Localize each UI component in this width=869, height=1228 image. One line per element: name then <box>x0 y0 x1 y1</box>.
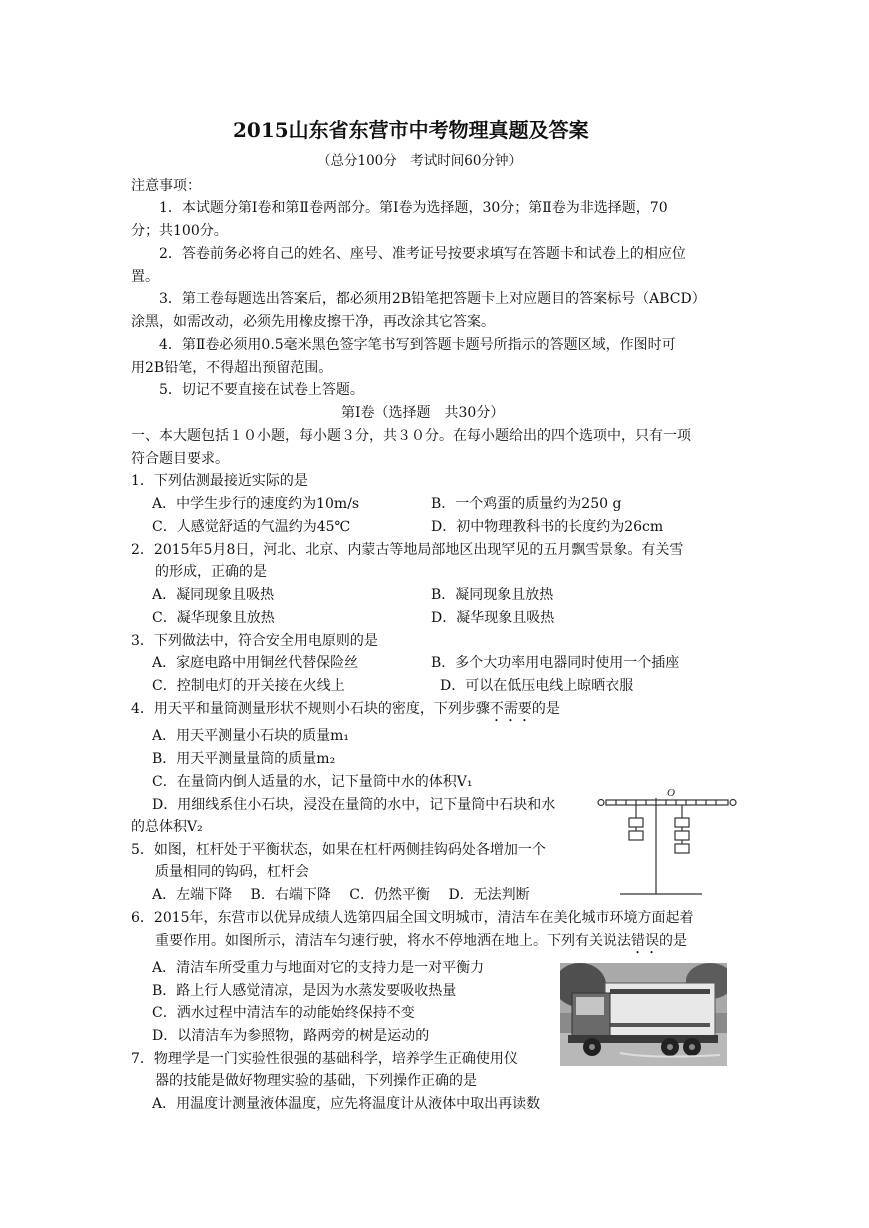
notice-item-3-cont: 涂黑，如需改动，必须先用橡皮擦干净，再改涂其它答案。 <box>131 314 495 330</box>
q4-option-d-cont: 的总体积V₂ <box>131 819 203 835</box>
q4-option-d: D．用细线系住小石块，浸没在量筒的水中，记下量筒中石块和水 <box>152 797 556 813</box>
q7-stem: 7．物理学是一门实验性很强的基础科学，培养学生正确使用仪 <box>131 1051 518 1067</box>
q3-option-b: B．多个大功率用电器同时使用一个插座 <box>431 655 680 671</box>
q6-option-c: C．洒水过程中清洁车的动能始终保持不变 <box>152 1005 415 1021</box>
q6-stem-pre: 重要作用。如图所示，清洁车匀速行驶，将水不停地洒在地上。下列有关说法 <box>155 933 631 949</box>
q2-stem-cont: 的形成，正确的是 <box>155 564 267 580</box>
q3-option-d: D．可以在低压电线上晾晒衣服 <box>440 678 634 694</box>
q6-stem-emphasis: 错误 <box>631 933 659 949</box>
notice-heading: 注意事项： <box>131 178 201 194</box>
q3-option-c: C．控制电灯的开关接在火线上 <box>152 678 345 694</box>
q4-option-a: A．用天平测量小石块的质量m₁ <box>152 728 349 744</box>
q4-stem-pre: 4．用天平和量筒测量形状不规则小石块的密度，下列步骤 <box>131 701 490 717</box>
section-intro: 一、本大题包括１０小题，每小题３分，共３０分。在每小题给出的四个选项中，只有一项 <box>131 428 691 444</box>
q3-option-a: A．家庭电路中用铜丝代替保险丝 <box>152 655 359 671</box>
q2-option-a: A．凝同现象且吸热 <box>152 587 275 603</box>
q4-stem-post: 的是 <box>531 701 560 717</box>
page-subtitle: （总分100分 考试时间60分钟） <box>317 153 522 169</box>
fulcrum-label: O <box>667 787 675 799</box>
q4-stem <box>131 699 560 725</box>
notice-item-1-cont: 分；共100分。 <box>131 223 228 239</box>
q6-option-a: A．清洁车所受重力与地面对它的支持力是一对平衡力 <box>152 960 485 976</box>
q6-stem: 6．2015年，东营市以优异成绩人选第四届全国文明城市，清洁车在美化城市环境方面起着 <box>131 910 694 926</box>
q2-option-d: D．凝华现象且吸热 <box>431 610 555 626</box>
q4-stem-emphasis: 不需要 <box>489 701 532 717</box>
page-title: 2015山东省东营市中考物理真题及答案 <box>233 118 589 142</box>
q4-option-b: B．用天平测量量筒的质量m₂ <box>152 751 336 767</box>
q4-option-c: C．在量筒内倒人适量的水，记下量筒中水的体积V₁ <box>152 774 473 790</box>
q5-options: A．左端下降 B．右端下降 C．仍然平衡 D．无法判断 <box>152 887 530 903</box>
section-intro-cont: 符合题目要求。 <box>131 451 229 467</box>
q2-stem: 2．2015年5月8日，河北、北京、内蒙古等地局部地区出现罕见的五月飘雪景象。有关雪 <box>131 542 684 558</box>
cleaning-truck-photo <box>560 963 727 1066</box>
q1-option-d: D．初中物理教科书的长度约为26cm <box>431 519 664 535</box>
section-heading: 第Ⅰ卷（选择题 共30分） <box>341 405 505 421</box>
q1-stem: 1．下列估测最接近实际的是 <box>131 473 308 489</box>
q5-stem-cont: 质量相同的钩码，杠杆会 <box>155 864 309 880</box>
q7-option-a: A．用温度计测量液体温度，应先将温度计从液体中取出再读数 <box>152 1096 541 1112</box>
notice-item-1: 1．本试题分第Ⅰ卷和第Ⅱ卷两部分。第Ⅰ卷为选择题，30分；第Ⅱ卷为非选择题，70 <box>159 200 668 216</box>
notice-item-3: 3．第工卷每题选出答案后，都必须用2B铅笔把答题卡上对应题目的答案标号（ABCD） <box>159 291 706 307</box>
q3-stem: 3．下列做法中，符合安全用电原则的是 <box>131 633 378 649</box>
q2-option-b: B．凝同现象且放热 <box>431 587 554 603</box>
q6-option-b: B．路上行人感觉清凉，是因为水蒸发要吸收热量 <box>152 983 457 999</box>
q1-option-b: B．一个鸡蛋的质量约为250 g <box>431 496 622 512</box>
notice-item-4-cont: 用2B铅笔，不得超出预留范围。 <box>131 360 333 376</box>
q6-stem-post: 的是 <box>659 933 687 949</box>
notice-item-2-cont: 置。 <box>131 269 159 285</box>
q1-option-c: C．人感觉舒适的气温约为45℃ <box>152 519 351 535</box>
lever-figure <box>596 776 742 900</box>
notice-item-5: 5．切记不要直接在试卷上答题。 <box>159 382 364 398</box>
q6-stem-cont <box>155 931 687 957</box>
q7-stem-cont: 器的技能是做好物理实验的基础，下列操作正确的是 <box>155 1073 477 1089</box>
q5-stem: 5．如图，杠杆处于平衡状态，如果在杠杆两侧挂钩码处各增加一个 <box>131 842 546 858</box>
q1-option-a: A．中学生步行的速度约为10m/s <box>152 496 360 512</box>
q2-option-c: C．凝华现象且放热 <box>152 610 275 626</box>
notice-item-4: 4．第Ⅱ卷必须用0.5毫米黑色签字笔书写到答题卡题号所指示的答题区域，作图时可 <box>159 337 676 353</box>
notice-item-2: 2．答卷前务必将自己的姓名、座号、准考证号按要求填写在答题卡和试卷上的相应位 <box>159 246 686 262</box>
q6-option-d: D．以清洁车为参照物，路两旁的树是运动的 <box>152 1028 430 1044</box>
